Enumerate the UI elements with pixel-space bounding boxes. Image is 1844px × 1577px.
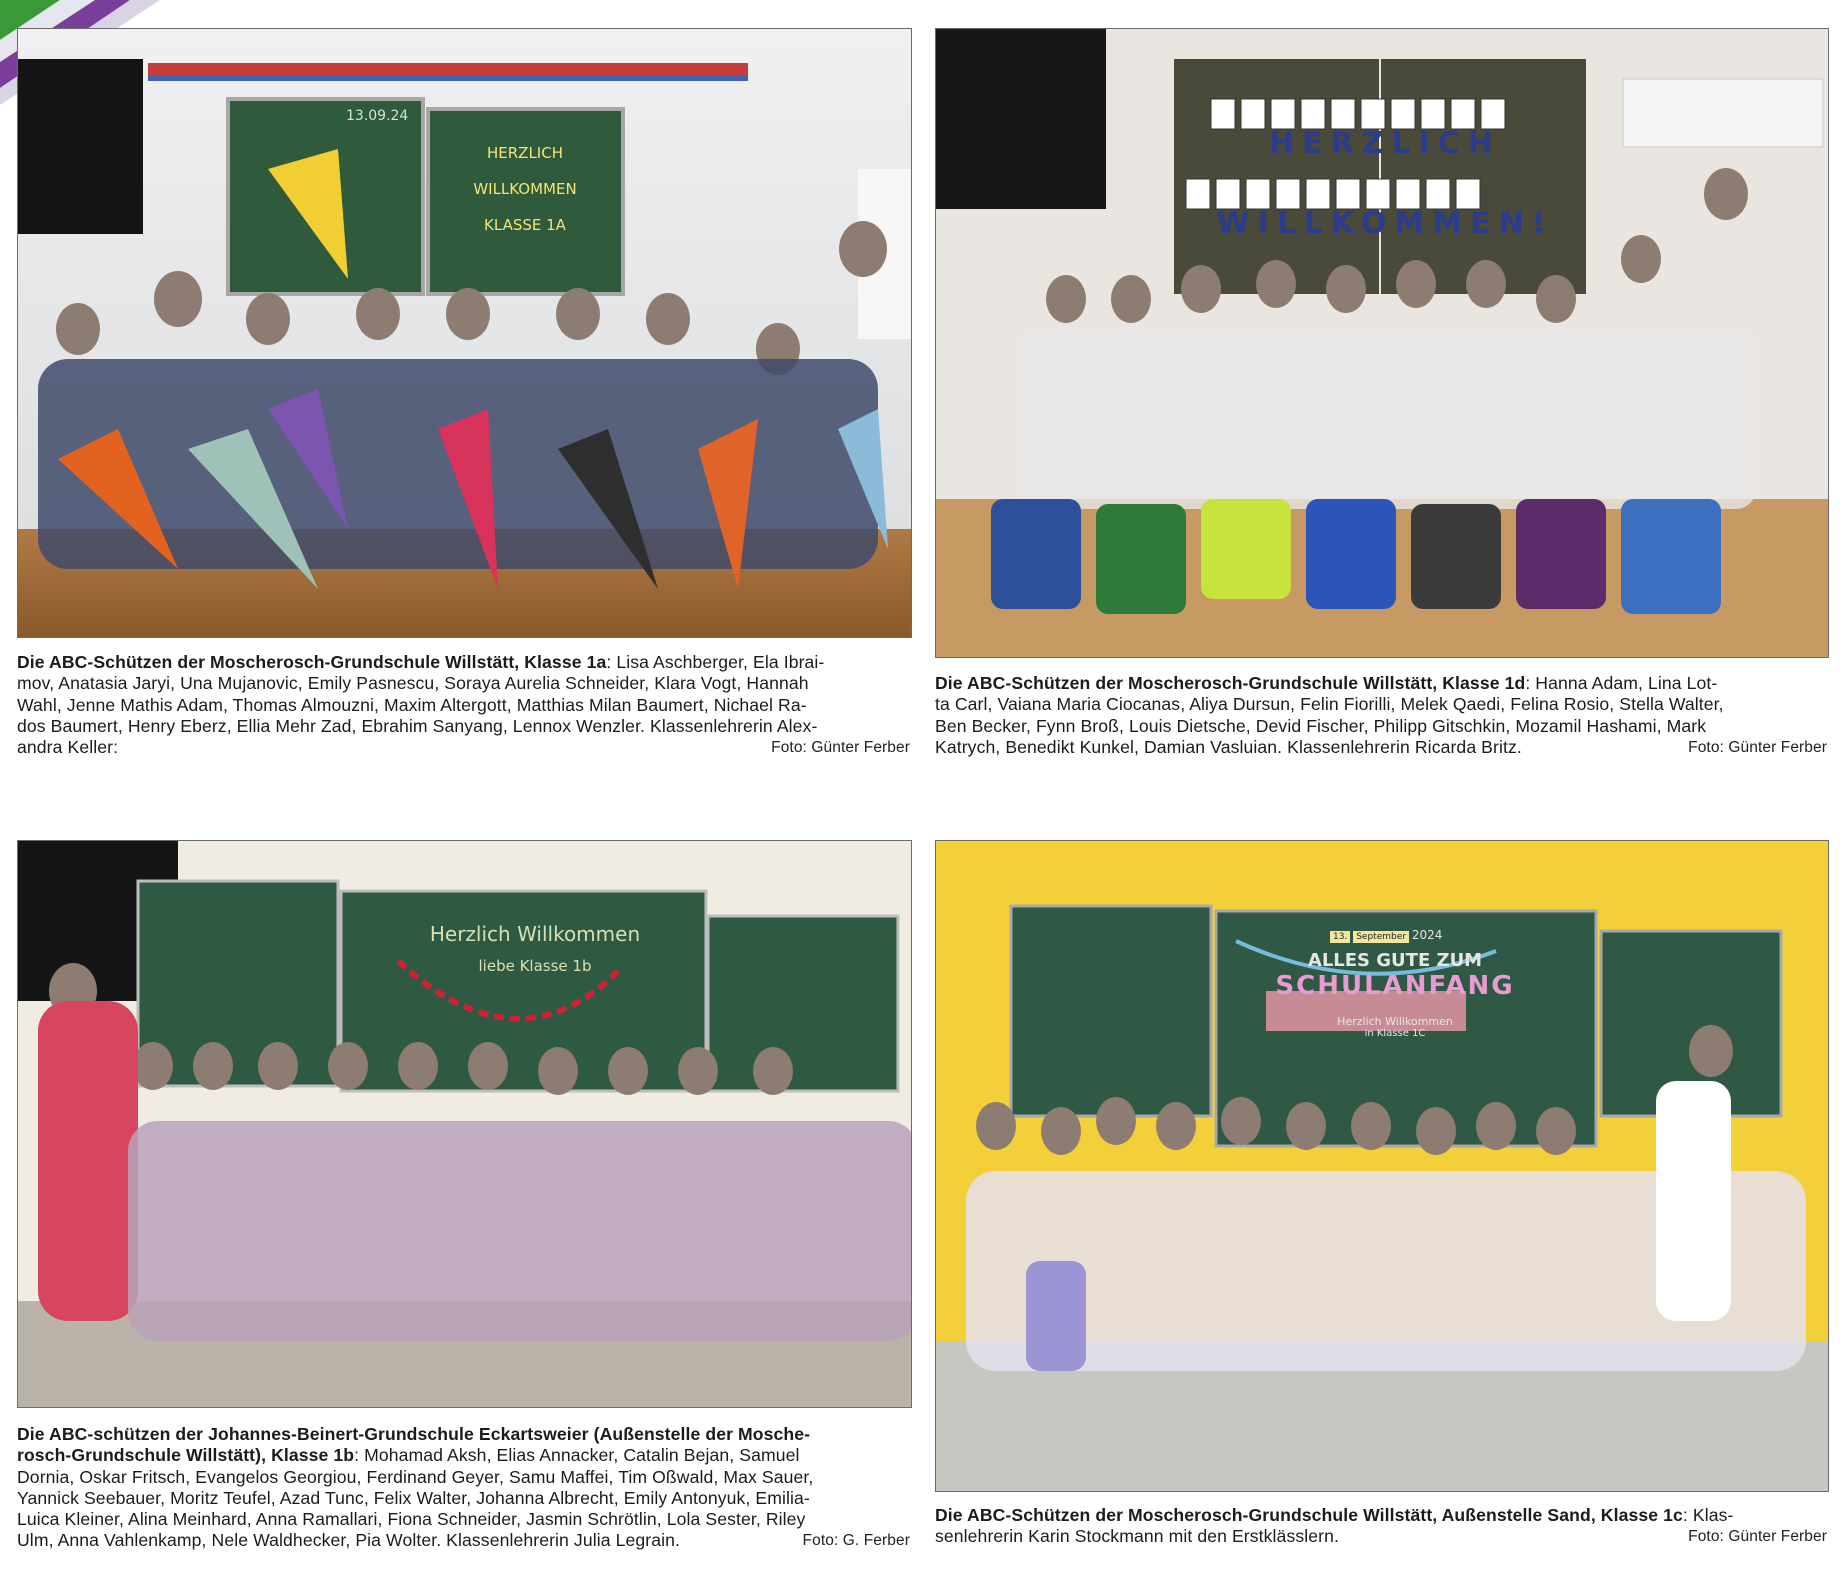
board-line: Herzlich Willkommen bbox=[1337, 1015, 1453, 1028]
caption-1b bbox=[17, 1424, 910, 1552]
caption-line: Yannick Seebauer, Moritz Teufel, Azad Tunc, Felix Walter, Johanna Albrecht, Emily Antonyuk, Emilia- bbox=[17, 1487, 810, 1508]
date-day: 13. bbox=[1330, 931, 1350, 943]
photo-credit: Foto: G. Ferber bbox=[802, 1532, 910, 1550]
date-year: 2024 bbox=[1411, 928, 1443, 942]
board-line: HERZLICH bbox=[487, 144, 563, 162]
photo-credit: Foto: Günter Ferber bbox=[771, 739, 910, 757]
caption-line: Katrych, Benedikt Kunkel, Damian Vasluian. Klassenlehrerin Ricarda Britz. bbox=[935, 736, 1522, 757]
caption-line: Ben Becker, Fynn Broß, Louis Dietsche, Devid Fischer, Philipp Gitschkin, Mozamil Hashami, Mark bbox=[935, 715, 1707, 736]
caption-line: ta Carl, Vaiana Maria Ciocanas, Aliya Dursun, Felin Fiorilli, Melek Qaedi, Felina Rosio, Stella Walter, bbox=[935, 694, 1724, 715]
class-photo-1a bbox=[17, 28, 912, 638]
board-line: HERZLICH bbox=[1269, 126, 1501, 161]
board-line: WILLKOMMEN! bbox=[1216, 206, 1554, 241]
board-text-1a bbox=[430, 135, 620, 243]
caption-line: Die ABC-Schützen der Moscherosch-Grundschule Willstätt, Klasse 1a: Lisa Aschberger, Ela Ibrai- bbox=[17, 652, 825, 672]
board-text-1c bbox=[1230, 950, 1560, 1039]
board-text-1b bbox=[355, 918, 715, 982]
board-line: Herzlich Willkommen bbox=[429, 922, 641, 946]
caption-line: Die ABC-Schützen der Moscherosch-Grundschule Willstätt, Außenstelle Sand, Klasse 1c: Klas- bbox=[935, 1505, 1734, 1525]
caption-line: mov, Anatasia Jaryi, Una Mujanovic, Emily Pasnescu, Soraya Aurelia Schneider, Klara Vogt, Hannah bbox=[17, 673, 809, 694]
board-line: in Klasse 1C bbox=[1364, 1028, 1426, 1039]
board-line: WILLKOMMEN bbox=[473, 180, 577, 198]
date-month: September bbox=[1353, 931, 1409, 943]
caption-line: rosch-Grundschule Willstätt), Klasse 1b: Mohamad Aksh, Elias Annacker, Catalin Bejan, Samuel bbox=[17, 1445, 800, 1466]
caption-1a bbox=[17, 652, 910, 758]
photo-credit: Foto: Günter Ferber bbox=[1688, 1528, 1827, 1546]
caption-line: Die ABC-Schützen der Moscherosch-Grundschule Willstätt, Klasse 1d: Hanna Adam, Lina Lot- bbox=[935, 673, 1718, 693]
board-line: liebe Klasse 1b bbox=[478, 957, 592, 975]
caption-1c bbox=[935, 1505, 1827, 1548]
caption-line: Wahl, Jenne Mathis Adam, Thomas Almouzni, Maxim Altergott, Matthias Milan Baumert, Nichael Ra- bbox=[17, 694, 807, 715]
board-line: SCHULANFANG bbox=[1275, 971, 1515, 1001]
caption-line: Luica Kleiner, Alina Meinhard, Anna Ramallari, Fiona Schneider, Jasmin Schrötlin, Lola Sester, Riley bbox=[17, 1509, 806, 1530]
caption-line: Dornia, Oskar Fritsch, Evangelos Georgiou, Ferdinand Geyer, Samu Maffei, Tim Oßwald, Max Sauer, bbox=[17, 1466, 814, 1487]
board-text-1d bbox=[1185, 104, 1585, 264]
caption-line: dos Baumert, Henry Eberz, Ellia Mehr Zad, Ebrahim Sanyang, Lennox Wenzler. Klassenlehrerin Alex- bbox=[17, 715, 818, 736]
board-line: KLASSE 1A bbox=[484, 216, 566, 234]
caption-line: andra Keller: bbox=[17, 737, 119, 758]
board-date-1a: 13.09.24 bbox=[346, 108, 409, 124]
photo-credit: Foto: Günter Ferber bbox=[1688, 738, 1827, 756]
caption-1d bbox=[935, 673, 1827, 758]
board-date-1c bbox=[1330, 928, 1442, 942]
caption-line: Ulm, Anna Vahlenkamp, Nele Waldhecker, Pia Wolter. Klassenlehrerin Julia Legrain. bbox=[17, 1530, 680, 1551]
caption-line: senlehrerin Karin Stockmann mit den Erstklässlern. bbox=[935, 1526, 1339, 1547]
caption-line: Die ABC-schützen der Johannes-Beinert-Grundschule Eckartsweier (Außenstelle der Mosche- bbox=[17, 1424, 811, 1444]
board-line: ALLES GUTE ZUM bbox=[1307, 950, 1483, 971]
